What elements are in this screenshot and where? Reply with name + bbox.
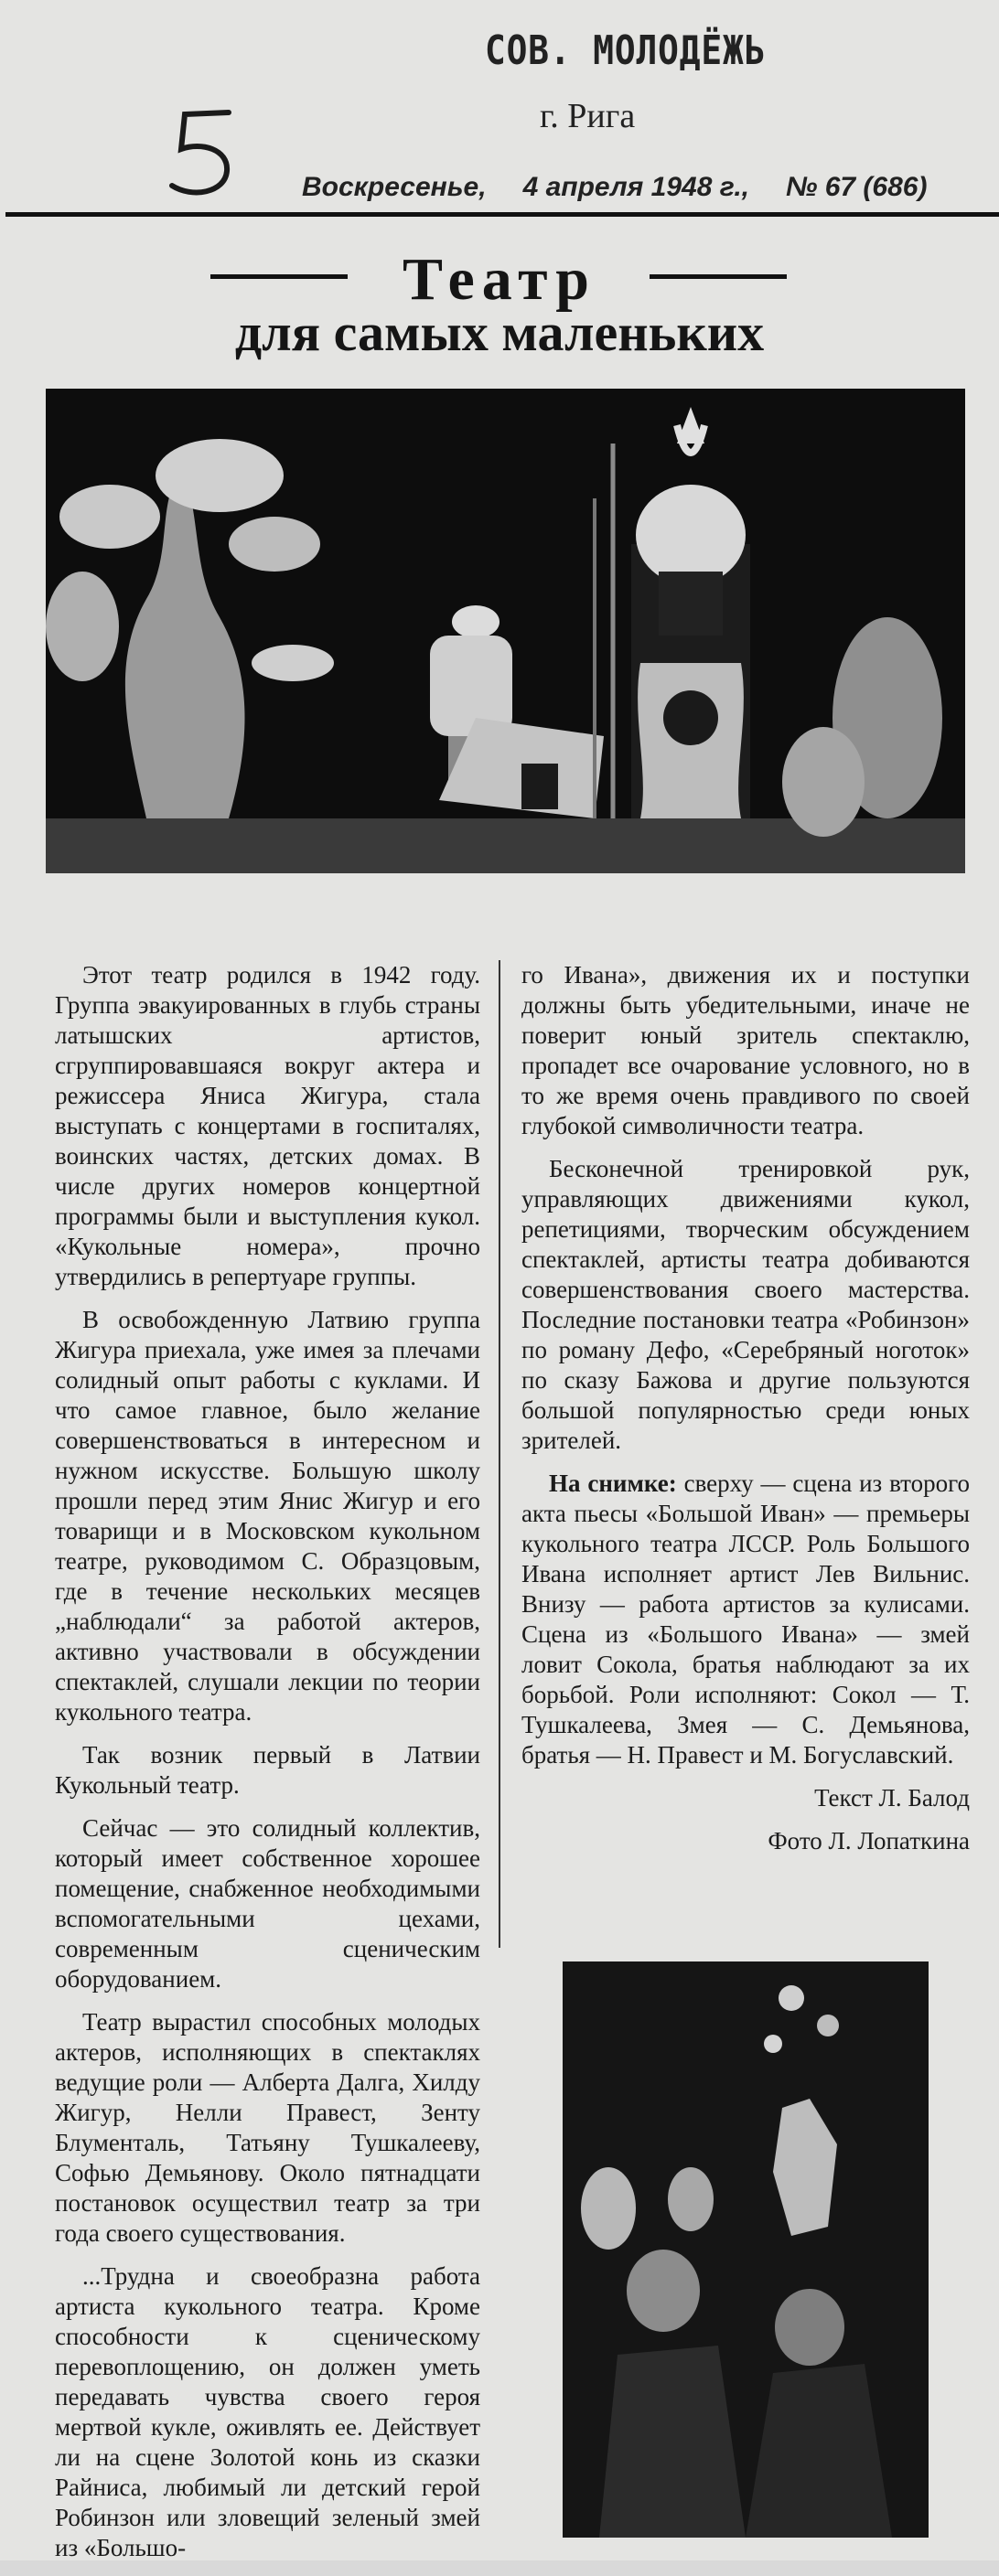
credit-text: Текст Л. Балод: [814, 1784, 970, 1812]
handwritten-mark: [165, 105, 247, 206]
caption-label: На снимке:: [549, 1470, 677, 1497]
article-title-line1: Театр: [402, 246, 597, 313]
newspaper-name-stamp: СОВ. МОЛОДЁЖЬ: [485, 27, 767, 74]
issue-number: № 67 (686): [786, 172, 928, 202]
paragraph: Этот театр родился в 1942 году. Группа эвакуированных в глубь страны латышских артистов, сгруппировавшаяся вокруг актера и режиссера Яниса Жигура, стала выступать с концертами в госпиталях, воинских частях, детских домах. В числе других номеров концертной программы были и выступления кукол. «Кукольные номера», прочно утвердились в репертуаре группы.: [55, 961, 480, 1290]
header-rule: [5, 212, 999, 217]
paragraph: Сейчас — это солидный коллектив, который имеет собственное хорошее помещение, снабженное необходимыми вспомогательными цехами, современным сценическим оборудованием.: [55, 1814, 480, 1993]
photo-backstage: [563, 1961, 929, 2538]
paragraph: го Ивана», движения их и поступки должны быть убедительными, иначе не поверит юный зритель спектаклю, пропадет все очарование условного, но в то же время очень правдивого по своей глубокой символичности театра.: [521, 961, 970, 1139]
article-right-column: [521, 960, 970, 1869]
issue-line: [302, 172, 979, 203]
article-left-column: [55, 960, 480, 2576]
city-stamp: г. Рига: [540, 97, 636, 135]
photo-puppet-stage: [46, 389, 965, 873]
paragraph: Так возник первый в Латвии Кукольный театр.: [55, 1741, 480, 1799]
article-title-line2: для самых маленьких: [234, 303, 765, 362]
caption-text: сверху — сцена из второго акта пьесы «Большой Иван» — премьеры кукольного театра ЛССР. Роль Большого Ивана исполняет артист Лев Вильнис. Внизу — работа артистов за кулисами. Сцена из «Большого Ивана» — змей ловит Сокола, братья наблюдают за их борьбой. Роли исполняют: Сокол — Т. Тушкалеева, Змея — С. Демьянова, братья — Н. Правест и М. Богуславский.: [521, 1470, 971, 1769]
paragraph: ...Трудна и своеобразна работа артиста кукольного театра. Кроме способности к сценическому перевоплощению, он должен уметь передавать чувства своего героя мертвой кукле, оживлять ее. Действует ли на сцене Золотой конь из сказки Райниса, любимый ли детский герой Робинзон или зловещий зеленый змей из «Большо-: [55, 2262, 480, 2561]
paragraph: Бесконечной тренировкой рук, управляющих движениями кукол, репетициями, творческим обсуждением спектаклей, артисты театра добиваются совершенствования своего мастерства. Последние постановки театра «Робинзон» по роману Дефо, «Серебряный ноготок» по сказу Бажова и другие пользуются большой популярностью среди юных зрителей.: [521, 1155, 970, 1454]
column-divider: [499, 960, 500, 1948]
issue-weekday: Воскресенье,: [302, 172, 487, 202]
credit-photo: Фото Л. Лопаткина: [768, 1827, 970, 1855]
issue-date: 4 апреля 1948 г.,: [522, 172, 750, 202]
photo-caption: [521, 1469, 970, 1770]
paragraph: В освобожденную Латвию группа Жигура приехала, уже имея за плечами солидный опыт работы с куклами. И что самое главное, было желание совершенствоваться в интересном и нужном искусстве. Большую школу прошли перед этим Янис Жигур и его товарищи и в Московском кукольном театре, руководимом С. Образцовым, где в течение нескольких месяцев „наблюдали“ за работой актеров, активно участвовали в обсуждении спектаклей, слушали лекции по теории кукольного театра.: [55, 1306, 480, 1726]
paragraph: Театр вырастил способных молодых актеров, исполняющих в спектаклях ведущие роли — Алберта Далга, Хилду Жигур, Нелли Правест, Зенту Блументаль, Татьяну Тушкалееву, Софью Демьянову. Около пятнадцати постановок осуществил театр за три года своего существования.: [55, 2008, 480, 2247]
